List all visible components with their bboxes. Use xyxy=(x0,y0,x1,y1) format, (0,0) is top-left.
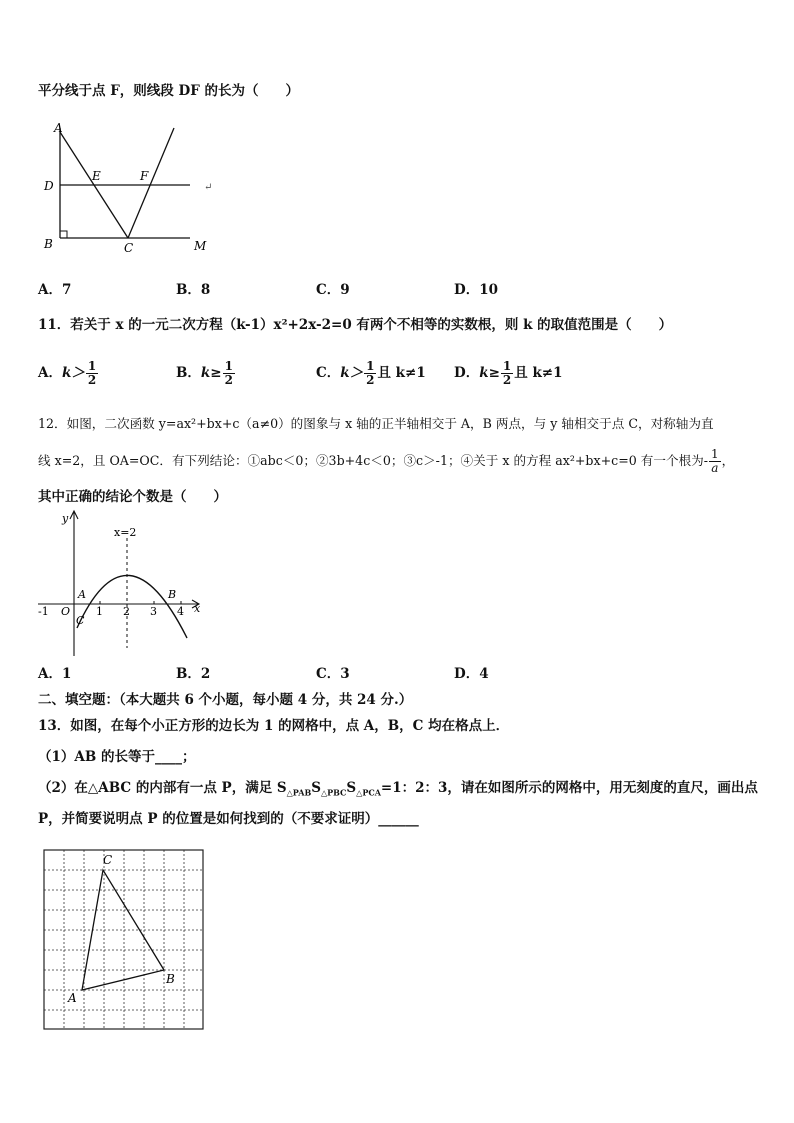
fraction: $\frac{1}{2}$ xyxy=(87,359,97,387)
q13-label-b: B xyxy=(166,972,175,986)
q13-label-a: A xyxy=(68,991,77,1005)
q12-tick-2: 2 xyxy=(123,605,130,618)
q11-option-a: A．k＞ $\frac{1}{2}$ xyxy=(38,359,97,387)
q12-line2: 线 x=2，且 OA=OC．有下列结论：①abc＜0；②3b+4c＜0；③c＞-1；④关于 x 的方程 ax²+bx+c=0 有一个根为- $\frac{1}{a}$ ， xyxy=(38,447,735,475)
q12-line3: 其中正确的结论个数是（ ） xyxy=(38,489,227,505)
q12-figure xyxy=(36,508,208,660)
q13-part1: （1）AB 的长等于____； xyxy=(38,749,196,765)
fraction: $\frac{1}{2}$ xyxy=(502,359,512,387)
q10-return-mark: ↵ xyxy=(204,182,213,193)
q11-option-c: C．k＞ $\frac{1}{2}$ 且 k≠1 xyxy=(316,359,426,387)
section-heading: 二、填空题：（本大题共 6 个小题，每小题 4 分，共 24 分.） xyxy=(38,692,413,708)
q12-label-y: y xyxy=(62,512,69,525)
q11-stem: 11．若关于 x 的一元二次方程（k-1）x²+2x-2=0 有两个不相等的实数根，则 k 的取值范围是（ ） xyxy=(38,317,673,333)
q12-tick-neg1: -1 xyxy=(38,605,49,618)
q10-label-f: F xyxy=(140,169,149,183)
q10-label-b: B xyxy=(44,237,53,251)
q12-axis-label: x=2 xyxy=(114,526,137,539)
q12-label-c: C xyxy=(76,614,85,627)
q13-part3: P，并简要说明点 P 的位置是如何找到的（不要求证明）______ xyxy=(38,811,419,827)
q12-option-a: A．1 xyxy=(38,666,72,682)
q10-label-d: D xyxy=(44,179,54,193)
q12-tick-1: 1 xyxy=(96,605,103,618)
q12-tick-3: 3 xyxy=(150,605,157,618)
q11-option-b: B．k≥ $\frac{1}{2}$ xyxy=(176,359,233,387)
q12-tick-4: 4 xyxy=(177,605,184,618)
q12-option-b: B．2 xyxy=(176,666,211,682)
q13-stem: 13．如图，在每个小正方形的边长为 1 的网格中，点 A，B，C 均在格点上． xyxy=(38,718,510,734)
q10-label-e: E xyxy=(92,169,101,183)
q12-line1: 12．如图，二次函数 y=ax²+bx+c（a≠0）的图象与 x 轴的正半轴相交于 A，B 两点，与 y 轴相交于点 C，对称轴为直 xyxy=(38,416,714,431)
fraction: $\frac{1}{2}$ xyxy=(366,359,375,387)
q13-label-c: C xyxy=(103,853,113,867)
q10-option-b: B．8 xyxy=(176,282,211,298)
q10-stem-tail: 平分线于点 F，则线段 DF 的长为（ ） xyxy=(38,83,299,99)
q10-figure xyxy=(38,118,228,260)
q11-option-d: D．k≥ $\frac{1}{2}$ 且 k≠1 xyxy=(454,359,563,387)
fraction: $\frac{1}{a}$ xyxy=(711,447,719,475)
q12-label-b: B xyxy=(168,588,177,601)
q10-label-c: C xyxy=(124,241,134,255)
q10-option-c: C．9 xyxy=(316,282,350,298)
q13-part2: （2）在△ABC 的内部有一点 P，满足 $S_{\triangle PAB}S_{\triangle PBC}S_{\triangle PCA}=1$：2：3，请在如图所示的网格中，用无刻度的直尺，画出点 xyxy=(38,780,758,798)
q12-option-c: C．3 xyxy=(316,666,350,682)
q12-option-d: D．4 xyxy=(454,666,489,682)
q10-label-a: A xyxy=(54,121,63,135)
fraction: $\frac{1}{2}$ xyxy=(224,359,233,387)
q12-label-o: O xyxy=(61,605,71,618)
q10-option-a: A．7 xyxy=(38,282,72,298)
q10-option-d: D．10 xyxy=(454,282,498,298)
q13-grid-figure xyxy=(42,848,206,1032)
q12-label-a: A xyxy=(78,588,86,601)
q12-label-x: x xyxy=(194,602,201,615)
q10-label-m: M xyxy=(194,239,207,253)
